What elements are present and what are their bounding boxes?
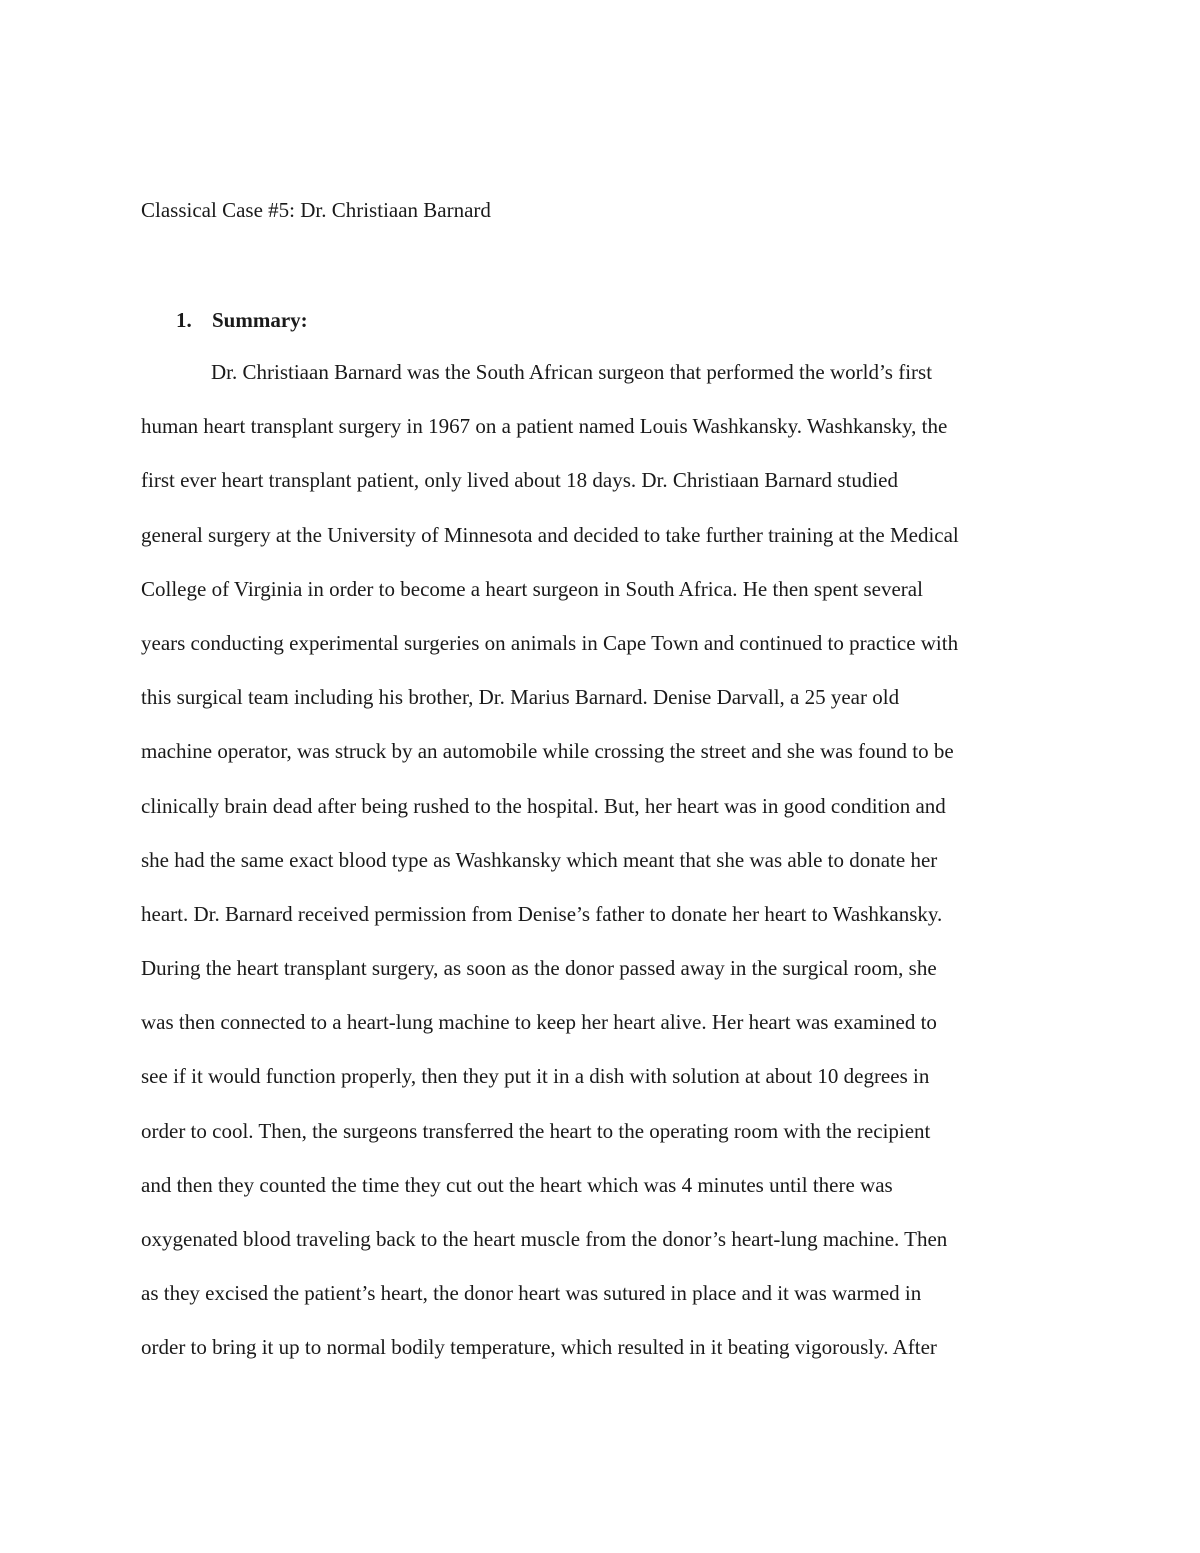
paragraph-line: oxygenated blood traveling back to the heart muscle from the donor’s heart-lung machine. Then <box>141 1227 948 1251</box>
paragraph-line: human heart transplant surgery in 1967 on a patient named Louis Washkansky. Washkansky, the <box>141 414 948 439</box>
paragraph-line: machine operator, was struck by an automobile while crossing the street and she was found to be <box>141 739 954 764</box>
paragraph-line: she had the same exact blood type as Washkansky which meant that she was able to donate her <box>141 847 938 872</box>
paragraph-line: see if it would function properly, then they put it in a dish with solution at about 10 degrees in <box>141 1064 930 1089</box>
paragraph-line: Dr. Christiaan Barnard was the South African surgeon that performed the world’s first <box>211 360 933 384</box>
section-heading <box>176 306 308 334</box>
paragraph-line: was then connected to a heart-lung machine to keep her heart alive. Her heart was examined to <box>141 1010 937 1035</box>
paragraph-line: this surgical team including his brother, Dr. Marius Barnard. Denise Darvall, a 25 year old <box>141 685 900 710</box>
paragraph-line: clinically brain dead after being rushed to the hospital. But, her heart was in good condition and <box>141 793 946 818</box>
paragraph-line: general surgery at the University of Minnesota and decided to take further training at the Medical <box>141 522 959 547</box>
paragraph-line: During the heart transplant surgery, as soon as the donor passed away in the surgical room, she <box>141 956 937 981</box>
section-number: 1. <box>176 308 192 332</box>
paragraph-line: years conducting experimental surgeries on animals in Cape Town and continued to practice with <box>141 630 959 655</box>
paragraph-line: heart. Dr. Barnard received permission from Denise’s father to donate her heart to Washkansky. <box>141 901 943 926</box>
paragraph-line: first ever heart transplant patient, only lived about 18 days. Dr. Christiaan Barnard studied <box>141 468 898 493</box>
paragraph-line: order to cool. Then, the surgeons transferred the heart to the operating room with the recipient <box>141 1118 931 1143</box>
document-title: Classical Case #5: Dr. Christiaan Barnard <box>141 198 491 222</box>
paragraph-line: College of Virginia in order to become a heart surgeon in South Africa. He then spent several <box>141 576 923 601</box>
section-heading-text: Summary: <box>212 308 308 332</box>
paragraph-line: as they excised the patient’s heart, the donor heart was sutured in place and it was warmed in <box>141 1281 922 1306</box>
paragraph-line: order to bring it up to normal bodily temperature, which resulted in it beating vigorously. After <box>141 1335 937 1360</box>
summary-paragraph <box>141 358 1071 1388</box>
paragraph-line: and then they counted the time they cut out the heart which was 4 minutes until there was <box>141 1172 893 1197</box>
